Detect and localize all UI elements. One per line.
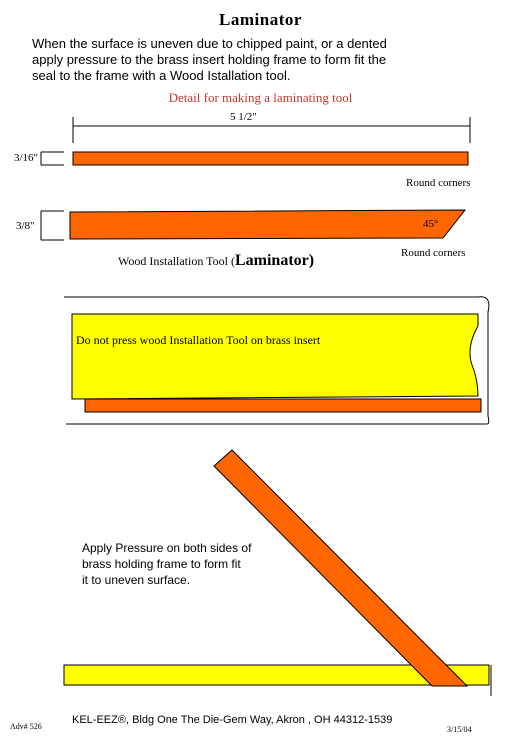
document-date: 3/15/04 [447, 725, 472, 734]
footer-address: KEL-EEZ®, Bldg One The Die-Gem Way, Akron , OH 44312-1539 [72, 714, 393, 726]
length-dimension-line [73, 117, 470, 143]
detail-heading: Detail for making a laminating tool [168, 90, 353, 105]
length-label: 5 1/2" [230, 111, 257, 123]
tool-caption-prefix: Wood Installation Tool ( [118, 254, 235, 268]
pressure-line: it to uneven surface. [82, 573, 191, 587]
pressure-instructions [82, 540, 251, 588]
intro-text [32, 36, 472, 84]
thick-tool-piece [70, 210, 465, 239]
round-corners-label: Round corners [406, 177, 471, 189]
pressure-line: Apply Pressure on both sides of [82, 541, 252, 555]
orange-strip-top [85, 399, 481, 412]
tool-caption-name: Laminator) [234, 252, 315, 269]
intro-line: When the surface is uneven due to chipped paint, or a dented [32, 36, 387, 51]
warning-text: Do not press wood Installation Tool on brass insert [76, 333, 321, 347]
thin-thickness-label: 3/16" [14, 152, 39, 164]
thin-tool-strip [73, 152, 468, 165]
adv-number: Adv# 526 [10, 722, 42, 731]
intro-line: seal to the frame with a Wood Istallation tool. [32, 68, 291, 83]
thick-thickness-bracket [41, 211, 64, 240]
yellow-insert-top [72, 314, 478, 399]
round-corners-label: Round corners [401, 247, 466, 259]
tool-caption [118, 252, 314, 270]
intro-line: apply pressure to the brass insert holding frame to form fit the [32, 52, 387, 67]
diagonal-tool [214, 450, 467, 686]
thin-thickness-bracket [41, 152, 64, 165]
angle-label: 45° [423, 218, 439, 230]
page-title: Laminator [219, 10, 302, 29]
pressure-line: brass holding frame to form fit [82, 557, 241, 571]
thick-thickness-label: 3/8" [16, 220, 35, 232]
